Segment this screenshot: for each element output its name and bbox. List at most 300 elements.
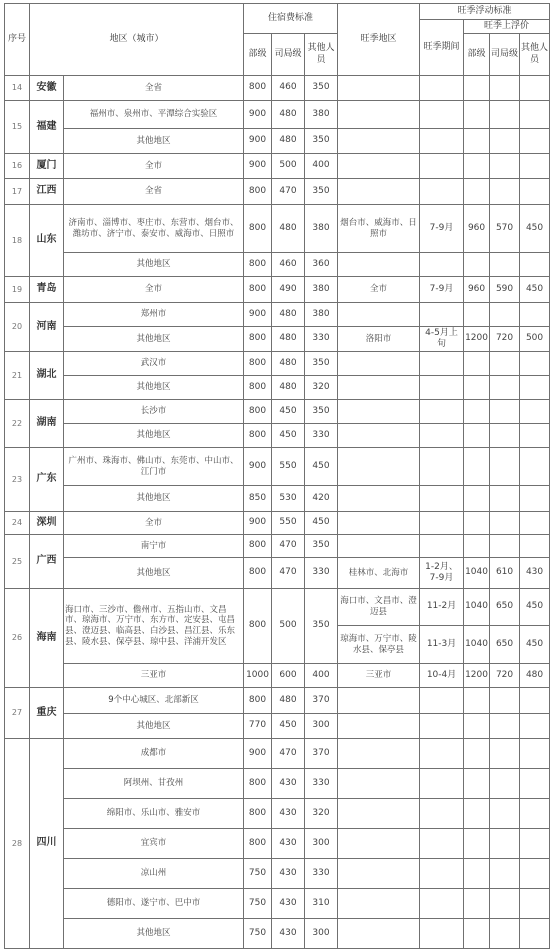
table-row (5, 512, 550, 535)
region-cell: 9个中心城区、北部新区 (64, 688, 244, 714)
region-cell: 成都市 (64, 739, 244, 769)
region-cell: 阿坝州、甘孜州 (64, 769, 244, 799)
province-cell: 安徽 (30, 76, 64, 101)
province-cell: 河南 (30, 303, 64, 352)
peak-ministerial-cell: 960 (464, 205, 490, 253)
peak-region-cell (338, 179, 420, 205)
peak-bureau-cell: 610 (490, 558, 520, 589)
peak-bureau-cell (490, 179, 520, 205)
other-cell: 300 (305, 919, 338, 949)
peak-period-cell (420, 769, 464, 799)
other-cell: 380 (305, 277, 338, 303)
other-cell: 350 (305, 129, 338, 154)
province-cell: 湖北 (30, 352, 64, 400)
bureau-cell: 480 (272, 129, 305, 154)
region-cell: 长沙市 (64, 400, 244, 424)
other-cell: 400 (305, 154, 338, 179)
table-row (5, 101, 550, 129)
header-peak-bureau: 司局级 (490, 34, 520, 76)
peak-bureau-cell (490, 919, 520, 949)
peak-ministerial-cell (464, 919, 490, 949)
peak-bureau-cell (490, 154, 520, 179)
peak-region-cell (338, 154, 420, 179)
bureau-cell: 480 (272, 376, 305, 400)
peak-other-cell (520, 101, 550, 129)
peak-region-cell: 海口市、文昌市、澄迈县 (338, 589, 420, 626)
bureau-cell: 480 (272, 303, 305, 327)
other-cell: 320 (305, 799, 338, 829)
region-cell: 其他地区 (64, 714, 244, 739)
header-seq: 序号 (5, 4, 30, 76)
other-cell: 300 (305, 714, 338, 739)
header-peak-period: 旺季期间 (420, 20, 464, 76)
table-row (5, 739, 550, 769)
table-row (5, 799, 550, 829)
province-cell: 海南 (30, 589, 64, 688)
peak-ministerial-cell (464, 769, 490, 799)
bureau-cell: 480 (272, 327, 305, 352)
peak-ministerial-cell (464, 448, 490, 486)
other-cell: 320 (305, 376, 338, 400)
bureau-cell: 430 (272, 889, 305, 919)
peak-ministerial-cell (464, 486, 490, 512)
peak-period-cell (420, 424, 464, 448)
seq-cell: 26 (5, 589, 30, 688)
peak-bureau-cell (490, 512, 520, 535)
peak-region-cell (338, 688, 420, 714)
bureau-cell: 500 (272, 154, 305, 179)
peak-period-cell (420, 400, 464, 424)
peak-region-cell (338, 799, 420, 829)
region-cell: 宜宾市 (64, 829, 244, 859)
province-cell: 广东 (30, 448, 64, 512)
peak-period-cell (420, 101, 464, 129)
peak-other-cell (520, 400, 550, 424)
region-cell: 其他地区 (64, 558, 244, 589)
ministerial-cell: 800 (244, 799, 272, 829)
region-cell: 广州市、珠海市、佛山市、东莞市、中山市、江门市 (64, 448, 244, 486)
ministerial-cell: 1000 (244, 664, 272, 688)
peak-bureau-cell: 650 (490, 626, 520, 664)
other-cell: 370 (305, 688, 338, 714)
table-row (5, 129, 550, 154)
peak-other-cell: 450 (520, 205, 550, 253)
peak-region-cell (338, 919, 420, 949)
peak-period-cell: 4-5月上旬 (420, 327, 464, 352)
peak-ministerial-cell (464, 253, 490, 277)
region-cell: 海口市、三沙市、儋州市、五指山市、文昌市、琼海市、万宁市、东方市、定安县、屯昌县、澄迈县、临高县、白沙县、昌江县、乐东县、陵水县、保亭县、琼中县、洋浦开发区 (64, 589, 244, 664)
table-row (5, 327, 550, 352)
peak-ministerial-cell: 1040 (464, 626, 490, 664)
other-cell: 330 (305, 859, 338, 889)
table-row (5, 769, 550, 799)
ministerial-cell: 750 (244, 919, 272, 949)
other-cell: 330 (305, 424, 338, 448)
header-region: 地区（城市） (30, 4, 244, 76)
region-cell: 凉山州 (64, 859, 244, 889)
region-cell: 全市 (64, 277, 244, 303)
peak-period-cell (420, 129, 464, 154)
peak-ministerial-cell (464, 400, 490, 424)
ministerial-cell: 900 (244, 448, 272, 486)
other-cell: 450 (305, 512, 338, 535)
table-row (5, 859, 550, 889)
region-cell: 其他地区 (64, 919, 244, 949)
other-cell: 380 (305, 101, 338, 129)
table-row (5, 424, 550, 448)
province-cell: 厦门 (30, 154, 64, 179)
peak-region-cell: 三亚市 (338, 664, 420, 688)
peak-bureau-cell (490, 799, 520, 829)
peak-ministerial-cell (464, 352, 490, 376)
seq-cell: 28 (5, 739, 30, 949)
bureau-cell: 470 (272, 179, 305, 205)
bureau-cell: 430 (272, 799, 305, 829)
peak-other-cell (520, 376, 550, 400)
ministerial-cell: 800 (244, 535, 272, 558)
table-row (5, 535, 550, 558)
header-bureau: 司局级 (272, 34, 305, 76)
table-row (5, 829, 550, 859)
peak-ministerial-cell (464, 376, 490, 400)
bureau-cell: 430 (272, 769, 305, 799)
ministerial-cell: 800 (244, 352, 272, 376)
bureau-cell: 480 (272, 205, 305, 253)
peak-bureau-cell (490, 829, 520, 859)
peak-ministerial-cell (464, 688, 490, 714)
peak-bureau-cell: 570 (490, 205, 520, 253)
peak-bureau-cell (490, 448, 520, 486)
peak-ministerial-cell (464, 303, 490, 327)
table-row (5, 277, 550, 303)
table-row (5, 76, 550, 101)
peak-other-cell (520, 799, 550, 829)
ministerial-cell: 800 (244, 205, 272, 253)
region-cell: 绵阳市、乐山市、雅安市 (64, 799, 244, 829)
seq-cell: 23 (5, 448, 30, 512)
peak-ministerial-cell (464, 424, 490, 448)
peak-region-cell (338, 303, 420, 327)
region-cell: 全省 (64, 179, 244, 205)
seq-cell: 18 (5, 205, 30, 277)
header-peak-region: 旺季地区 (338, 4, 420, 76)
peak-other-cell: 430 (520, 558, 550, 589)
peak-period-cell: 7-9月 (420, 205, 464, 253)
bureau-cell: 430 (272, 829, 305, 859)
province-cell: 福建 (30, 101, 64, 154)
other-cell: 380 (305, 205, 338, 253)
peak-region-cell (338, 512, 420, 535)
peak-other-cell (520, 889, 550, 919)
region-cell: 其他地区 (64, 376, 244, 400)
seq-cell: 22 (5, 400, 30, 448)
ministerial-cell: 800 (244, 769, 272, 799)
peak-bureau-cell: 720 (490, 327, 520, 352)
peak-period-cell: 10-4月 (420, 664, 464, 688)
peak-bureau-cell (490, 303, 520, 327)
header-other: 其他人员 (305, 34, 338, 76)
ministerial-cell: 800 (244, 327, 272, 352)
table-row (5, 400, 550, 424)
table-row (5, 664, 550, 688)
bureau-cell: 470 (272, 739, 305, 769)
table-row (5, 919, 550, 949)
peak-region-cell (338, 486, 420, 512)
peak-region-cell (338, 352, 420, 376)
other-cell: 330 (305, 769, 338, 799)
ministerial-cell: 900 (244, 154, 272, 179)
ministerial-cell: 800 (244, 76, 272, 101)
peak-period-cell (420, 799, 464, 829)
table-row (5, 448, 550, 486)
peak-region-cell (338, 424, 420, 448)
peak-region-cell (338, 714, 420, 739)
header-ministerial: 部级 (244, 34, 272, 76)
province-cell: 广西 (30, 535, 64, 589)
peak-period-cell (420, 253, 464, 277)
table-row (5, 589, 550, 626)
header-peak-ministerial: 部级 (464, 34, 490, 76)
peak-period-cell (420, 829, 464, 859)
bureau-cell: 480 (272, 352, 305, 376)
region-cell: 武汉市 (64, 352, 244, 376)
peak-ministerial-cell (464, 76, 490, 101)
peak-region-cell (338, 829, 420, 859)
region-cell: 其他地区 (64, 253, 244, 277)
peak-other-cell (520, 179, 550, 205)
peak-region-cell (338, 76, 420, 101)
peak-bureau-cell (490, 129, 520, 154)
peak-period-cell (420, 486, 464, 512)
seq-cell: 25 (5, 535, 30, 589)
bureau-cell: 430 (272, 859, 305, 889)
ministerial-cell: 800 (244, 688, 272, 714)
peak-other-cell (520, 512, 550, 535)
peak-ministerial-cell (464, 129, 490, 154)
peak-period-cell: 11-2月 (420, 589, 464, 626)
bureau-cell: 470 (272, 535, 305, 558)
region-cell: 福州市、泉州市、平潭综合实验区 (64, 101, 244, 129)
peak-region-cell (338, 769, 420, 799)
other-cell: 450 (305, 448, 338, 486)
bureau-cell: 460 (272, 76, 305, 101)
ministerial-cell: 770 (244, 714, 272, 739)
other-cell: 360 (305, 253, 338, 277)
bureau-cell: 490 (272, 277, 305, 303)
region-cell: 德阳市、遂宁市、巴中市 (64, 889, 244, 919)
peak-region-cell (338, 739, 420, 769)
bureau-cell: 460 (272, 253, 305, 277)
seq-cell: 27 (5, 688, 30, 739)
other-cell: 350 (305, 589, 338, 664)
peak-other-cell (520, 352, 550, 376)
peak-period-cell (420, 739, 464, 769)
peak-ministerial-cell: 1200 (464, 327, 490, 352)
peak-other-cell (520, 154, 550, 179)
peak-ministerial-cell (464, 889, 490, 919)
peak-other-cell: 450 (520, 626, 550, 664)
other-cell: 310 (305, 889, 338, 919)
region-cell: 三亚市 (64, 664, 244, 688)
peak-bureau-cell (490, 376, 520, 400)
ministerial-cell: 800 (244, 400, 272, 424)
peak-region-cell (338, 253, 420, 277)
table-row (5, 154, 550, 179)
peak-period-cell: 7-9月 (420, 277, 464, 303)
bureau-cell: 470 (272, 558, 305, 589)
peak-bureau-cell (490, 352, 520, 376)
seq-cell: 20 (5, 303, 30, 352)
peak-region-cell (338, 889, 420, 919)
ministerial-cell: 800 (244, 179, 272, 205)
region-cell: 全市 (64, 512, 244, 535)
peak-bureau-cell (490, 889, 520, 919)
peak-period-cell (420, 352, 464, 376)
region-cell: 其他地区 (64, 129, 244, 154)
ministerial-cell: 900 (244, 303, 272, 327)
province-cell: 山东 (30, 205, 64, 277)
other-cell: 350 (305, 352, 338, 376)
ministerial-cell: 800 (244, 558, 272, 589)
peak-ministerial-cell: 1200 (464, 664, 490, 688)
bureau-cell: 550 (272, 512, 305, 535)
peak-other-cell (520, 253, 550, 277)
province-cell: 青岛 (30, 277, 64, 303)
seq-cell: 17 (5, 179, 30, 205)
table-row (5, 352, 550, 376)
table-row (5, 558, 550, 589)
peak-other-cell: 480 (520, 664, 550, 688)
region-cell: 其他地区 (64, 424, 244, 448)
peak-region-cell (338, 400, 420, 424)
table-row (5, 486, 550, 512)
bureau-cell: 450 (272, 424, 305, 448)
peak-other-cell (520, 76, 550, 101)
peak-bureau-cell (490, 400, 520, 424)
peak-region-cell (338, 859, 420, 889)
peak-ministerial-cell: 1040 (464, 558, 490, 589)
peak-ministerial-cell (464, 154, 490, 179)
seq-cell: 21 (5, 352, 30, 400)
ministerial-cell: 900 (244, 101, 272, 129)
peak-region-cell: 全市 (338, 277, 420, 303)
peak-region-cell: 烟台市、威海市、日照市 (338, 205, 420, 253)
peak-other-cell (520, 859, 550, 889)
peak-other-cell (520, 448, 550, 486)
peak-bureau-cell: 590 (490, 277, 520, 303)
lodging-standard-table (4, 3, 550, 949)
peak-bureau-cell (490, 739, 520, 769)
bureau-cell: 500 (272, 589, 305, 664)
province-cell: 四川 (30, 739, 64, 949)
ministerial-cell: 850 (244, 486, 272, 512)
table-row (5, 714, 550, 739)
bureau-cell: 600 (272, 664, 305, 688)
region-cell: 郑州市 (64, 303, 244, 327)
peak-bureau-cell (490, 101, 520, 129)
peak-ministerial-cell: 960 (464, 277, 490, 303)
peak-period-cell (420, 76, 464, 101)
header-peak-other: 其他人员 (520, 34, 550, 76)
ministerial-cell: 750 (244, 859, 272, 889)
peak-region-cell (338, 376, 420, 400)
seq-cell: 16 (5, 154, 30, 179)
peak-other-cell: 500 (520, 327, 550, 352)
peak-period-cell (420, 303, 464, 327)
table-row (5, 376, 550, 400)
peak-bureau-cell (490, 76, 520, 101)
bureau-cell: 550 (272, 448, 305, 486)
peak-other-cell (520, 829, 550, 859)
province-cell: 江西 (30, 179, 64, 205)
peak-other-cell: 450 (520, 589, 550, 626)
peak-region-cell: 桂林市、北海市 (338, 558, 420, 589)
bureau-cell: 430 (272, 919, 305, 949)
peak-ministerial-cell (464, 739, 490, 769)
peak-other-cell (520, 714, 550, 739)
ministerial-cell: 800 (244, 589, 272, 664)
peak-ministerial-cell (464, 535, 490, 558)
region-cell: 南宁市 (64, 535, 244, 558)
bureau-cell: 450 (272, 400, 305, 424)
ministerial-cell: 800 (244, 277, 272, 303)
table-row (5, 303, 550, 327)
peak-ministerial-cell (464, 101, 490, 129)
peak-period-cell (420, 179, 464, 205)
peak-other-cell (520, 919, 550, 949)
peak-bureau-cell: 650 (490, 589, 520, 626)
peak-ministerial-cell (464, 512, 490, 535)
peak-period-cell (420, 919, 464, 949)
peak-bureau-cell (490, 253, 520, 277)
region-cell: 济南市、淄博市、枣庄市、东营市、烟台市、潍坊市、济宁市、泰安市、威海市、日照市 (64, 205, 244, 253)
seq-cell: 15 (5, 101, 30, 154)
seq-cell: 19 (5, 277, 30, 303)
peak-ministerial-cell: 1040 (464, 589, 490, 626)
seq-cell: 24 (5, 512, 30, 535)
bureau-cell: 530 (272, 486, 305, 512)
other-cell: 350 (305, 535, 338, 558)
table-row (5, 179, 550, 205)
peak-other-cell (520, 303, 550, 327)
peak-period-cell (420, 535, 464, 558)
other-cell: 380 (305, 303, 338, 327)
province-cell: 重庆 (30, 688, 64, 739)
other-cell: 400 (305, 664, 338, 688)
ministerial-cell: 800 (244, 829, 272, 859)
bureau-cell: 480 (272, 688, 305, 714)
ministerial-cell: 800 (244, 253, 272, 277)
peak-period-cell (420, 859, 464, 889)
ministerial-cell: 900 (244, 739, 272, 769)
bureau-cell: 450 (272, 714, 305, 739)
region-cell: 其他地区 (64, 486, 244, 512)
peak-other-cell: 450 (520, 277, 550, 303)
ministerial-cell: 800 (244, 424, 272, 448)
peak-ministerial-cell (464, 829, 490, 859)
peak-region-cell: 洛阳市 (338, 327, 420, 352)
ministerial-cell: 900 (244, 512, 272, 535)
region-cell: 全市 (64, 154, 244, 179)
peak-ministerial-cell (464, 859, 490, 889)
peak-other-cell (520, 535, 550, 558)
region-cell: 全省 (64, 76, 244, 101)
peak-ministerial-cell (464, 714, 490, 739)
region-cell: 其他地区 (64, 327, 244, 352)
peak-period-cell (420, 688, 464, 714)
table-row (5, 688, 550, 714)
header-peak-price: 旺季上浮价 (464, 20, 550, 34)
